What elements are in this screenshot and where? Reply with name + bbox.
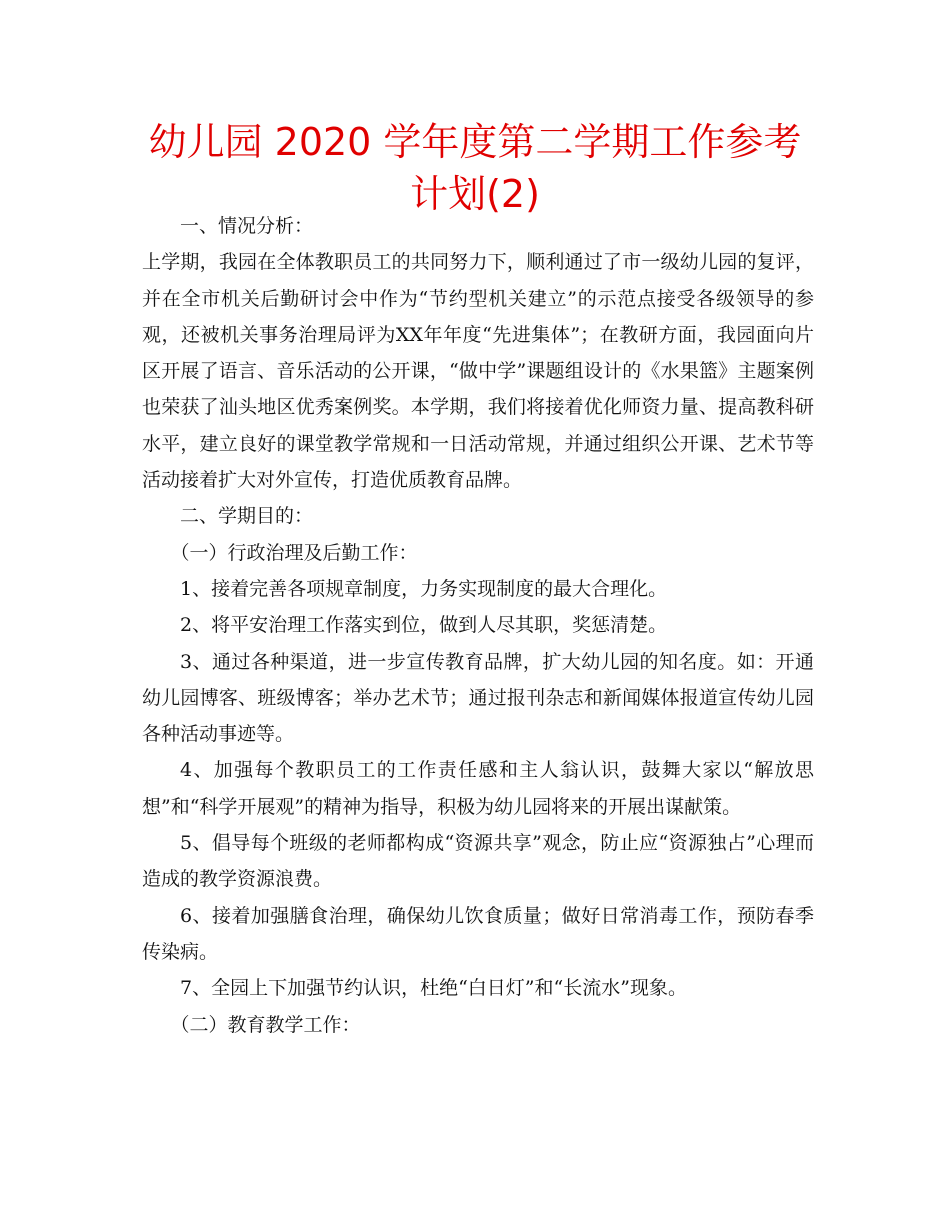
paragraph: （一）行政治理及后勤工作： xyxy=(170,541,418,564)
paragraph: （二）教育教学工作： xyxy=(170,1013,361,1036)
paragraph: 二、学期目的： xyxy=(180,505,314,528)
document-title: 幼儿园 2020 学年度第二学期工作参考计划(2) xyxy=(148,120,802,216)
paragraph: 1、接着完善各项规章制度，力务实现制度的最大合理化。 xyxy=(180,577,668,600)
paragraph: 一、情况分析： xyxy=(180,215,314,237)
paragraph: 7、全园上下加强节约认识，杜绝“白日灯”和“长流水”现象。 xyxy=(180,977,687,1000)
paragraph: 5、倡导每个班级的老师都构成“资源共享”观念，防止应“资源独占”心理而造成的教学资源浪费。 xyxy=(142,832,814,891)
paragraph: 3、通过各种渠道，进一步宣传教育品牌，扩大幼儿园的知名度。如：开通幼儿园博客、班级博客；举办艺术节；通过报刊杂志和新闻媒体报道宣传幼儿园各种活动事迹等。 xyxy=(142,650,814,746)
paragraph: 上学期，我园在全体教职员工的共同努力下，顺利通过了市一级幼儿园的复评，并在全市机关后勤研讨会中作为“节约型机关建立”的示范点接受各级领导的参观，还被机关事务治理局评为XX年年度“先进集体”；在教研方面，我园面向片区开展了语言、音乐活动的公开课，“做中学”课题组设计的《水果篮》主题案例也荣获了汕头地区优秀案例奖。本学期，我们将接着优化师资力量、提高教科研水平，建立良好的课堂教学常规和一日活动常规，并通过组织公开课、艺术节等活动接着扩大对外宣传，打造优质教育品牌。 xyxy=(142,251,814,492)
document-body xyxy=(142,208,814,1043)
paragraph: 4、加强每个教职员工的工作责任感和主人翁认识，鼓舞大家以“解放思想”和“科学开展观”的精神为指导，积极为幼儿园将来的开展出谋献策。 xyxy=(142,759,814,818)
paragraph: 6、接着加强膳食治理，确保幼儿饮食质量；做好日常消毒工作，预防春季传染病。 xyxy=(142,904,814,963)
paragraph: 2、将平安治理工作落实到位，做到人尽其职，奖惩清楚。 xyxy=(180,614,668,637)
